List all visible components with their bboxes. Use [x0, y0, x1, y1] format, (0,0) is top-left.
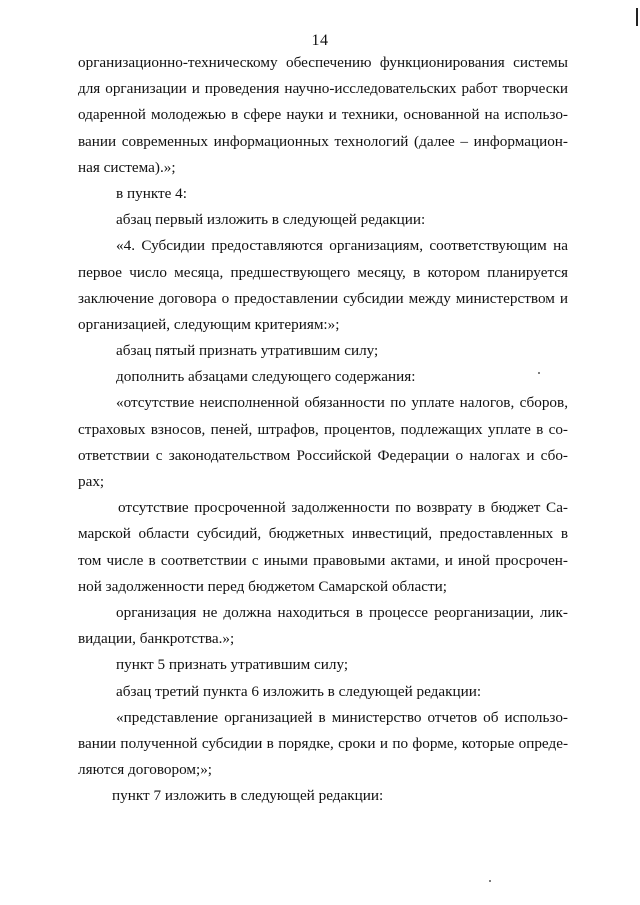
text-line: отсутствие просроченной задолженности по возврату в бюджет Са- [118, 499, 568, 517]
text-line: «отсутствие неисполненной обязанности по уплате налогов, сборов, [116, 394, 568, 412]
text-line: «представление организацией в министерство отчетов об использо- [116, 708, 568, 726]
text-line: ная система).»; [78, 158, 176, 176]
document-body [78, 50, 568, 809]
text-line: вании современных информационных технологий (далее – информацион- [78, 132, 568, 150]
text-line: марской области субсидий, бюджетных инвестиций, предоставленных в [78, 525, 568, 543]
text-line: организационно-техническому обеспечению функционирования системы [78, 54, 568, 71]
scan-speck [489, 880, 491, 882]
text-line: рах; [78, 473, 105, 490]
text-line: ной задолженности перед бюджетом Самарской области; [78, 577, 447, 595]
text-line: «4. Субсидии предоставляются организациям, соответствующим на [116, 237, 568, 255]
text-line: одаренной молодежью в сфере науки и техники, основанной на использо- [78, 106, 568, 124]
text-line: видации, банкротства.»; [78, 630, 235, 648]
text-line: пункт 5 признать утратившим силу; [116, 656, 349, 674]
text-line: пункт 7 изложить в следующей редакции: [112, 787, 384, 805]
text-line: для организации и проведения научно-исследовательских работ творчески [78, 80, 568, 98]
text-line: заключение договора о предоставлении субсидии между министерством и [78, 289, 568, 307]
text-line: организация не должна находиться в процессе реорганизации, лик- [116, 603, 568, 621]
text-line: том числе в соответствии с иными правовыми актами, и иной просрочен- [78, 551, 568, 569]
text-line: организацией, следующим критериям:»; [78, 315, 340, 333]
text-line: ляются договором;»; [78, 761, 213, 779]
text-line: ответствии с законодательством Российской Федерации о налогах и сбо- [78, 446, 568, 464]
text-line: в пункте 4: [116, 184, 187, 202]
text-line: дополнить абзацами следующего содержания: [116, 368, 416, 386]
text-line: первое число месяца, предшествующего месяцу, в котором планируется [78, 263, 568, 281]
text-line: абзац третий пункта 6 изложить в следующей редакции: [116, 682, 482, 700]
text-line: вании полученной субсидии в порядке, сроки и по форме, которые опреде- [78, 734, 568, 752]
scan-speck [538, 372, 540, 374]
text-line: абзац пятый признать утратившим силу; [116, 342, 379, 360]
scan-edge-mark [636, 8, 638, 26]
text-line: абзац первый изложить в следующей редакции: [116, 211, 426, 229]
page-number: 14 [311, 32, 329, 49]
text-line: страховых взносов, пеней, штрафов, процентов, подлежащих уплате в со- [78, 420, 568, 438]
